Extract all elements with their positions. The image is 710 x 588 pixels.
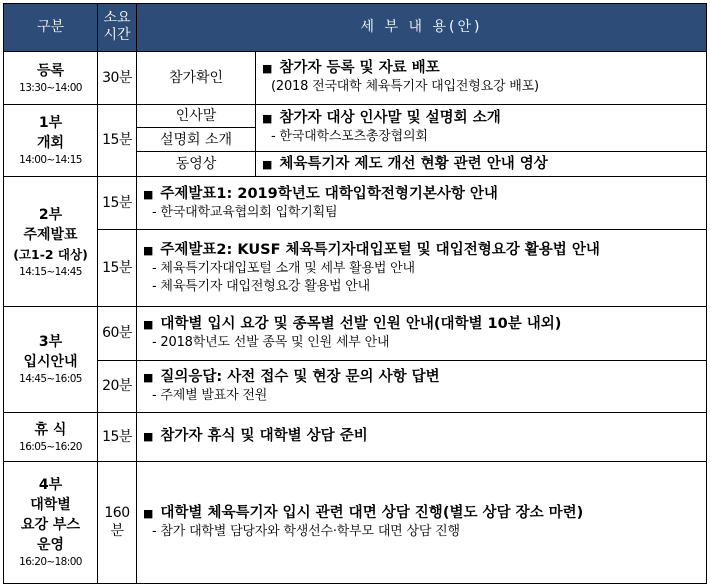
header-row	[4, 4, 707, 52]
content-presentation2: ■ 주제발표2: KUSF 체육특기자대입포털 및 대입전형요강 활용법 안내 - 체육특기자대입포털 소개 및 세부 활용법 안내 - 체육특기자 대입전형요강 활용법 안내	[137, 230, 707, 307]
item-registration: 참가확인	[137, 51, 256, 104]
row-registration	[4, 51, 707, 104]
item-video: 동영상	[137, 152, 256, 177]
duration-part4: 160분	[98, 461, 137, 584]
schedule-table	[3, 3, 707, 584]
header-duration: 소요 시간	[98, 4, 137, 52]
row-part3-b	[4, 360, 707, 412]
section-part1: 1부 개회 14:00~14:15	[4, 104, 98, 177]
section-registration: 등록 13:30~14:00	[4, 51, 98, 104]
content-consultation: ■ 대학별 체육특기자 입시 관련 대면 상담 진행(별도 상담 장소 마련) - 참가 대학별 담당자와 학생선수·학부모 대면 상담 진행	[137, 461, 707, 584]
duration-registration: 30분	[98, 51, 137, 104]
content-qna: ■ 질의응답: 사전 접수 및 현장 문의 사항 답변 - 주제별 발표자 전원	[137, 360, 707, 412]
duration-part3-b: 20분	[98, 360, 137, 412]
row-part4	[4, 461, 707, 584]
section-part2: 2부 주제발표 (고1-2 대상) 14:15~14:45	[4, 177, 98, 307]
row-break	[4, 412, 707, 461]
duration-part2-b: 15분	[98, 230, 137, 307]
content-video: ■ 체육특기자 제도 개선 현황 관련 안내 영상	[256, 152, 707, 177]
content-registration: ■ 참가자 등록 및 자료 배포 (2018 전국대학 체육특기자 대입전형요강 배포)	[256, 51, 707, 104]
duration-part1: 15분	[98, 104, 137, 177]
section-part4: 4부 대학별 요강 부스 운영 16:20~18:00	[4, 461, 98, 584]
duration-break: 15분	[98, 412, 137, 461]
section-break: 휴 식 16:05~16:20	[4, 412, 98, 461]
header-category: 구분	[4, 4, 98, 52]
row-part2-b	[4, 230, 707, 307]
content-break: ■ 참가자 휴식 및 대학별 상담 준비	[137, 412, 707, 461]
duration-part3-a: 60분	[98, 306, 137, 360]
section-part3: 3부 입시안내 14:45~16:05	[4, 306, 98, 412]
content-presentation1: ■ 주제발표1: 2019학년도 대학입학전형기본사항 안내 - 한국대학교육협의회 입학기획팀	[137, 177, 707, 230]
header-content: 세 부 내 용(안)	[137, 4, 707, 52]
duration-part2-a: 15분	[98, 177, 137, 230]
content-admission: ■ 대학별 입시 요강 및 종목별 선발 인원 안내(대학별 10분 내외) - 2018학년도 선발 종목 및 인원 세부 안내	[137, 306, 707, 360]
row-part3-a	[4, 306, 707, 360]
row-part1-a	[4, 104, 707, 128]
item-greeting: 인사말	[137, 104, 256, 128]
row-part2-a	[4, 177, 707, 230]
bullet-icon: ■	[262, 62, 273, 76]
item-intro: 설명회 소개	[137, 128, 256, 152]
content-greeting: ■ 참가자 대상 인사말 및 설명회 소개 - 한국대학스포츠총장협의회	[256, 104, 707, 152]
